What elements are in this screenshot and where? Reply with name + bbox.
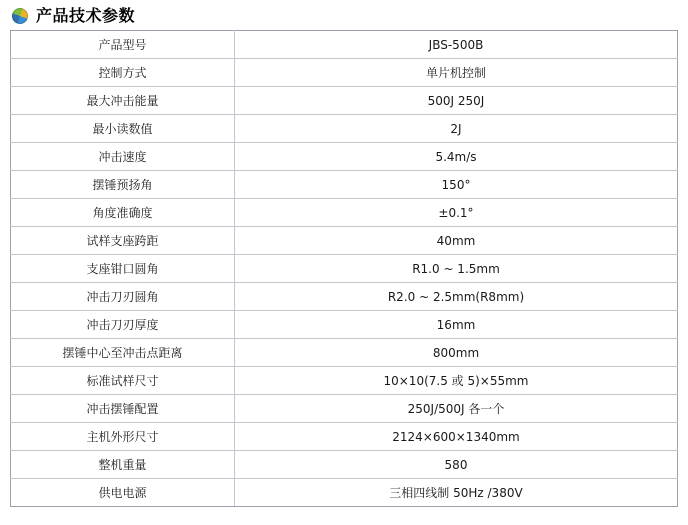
page-title: 产品技术参数 [36,6,136,25]
spec-value: 2J [235,115,678,143]
spec-value: 250J/500J 各一个 [235,395,678,423]
spec-label: 试样支座跨距 [11,227,235,255]
table-row [11,479,678,507]
table-row [11,199,678,227]
spec-label: 控制方式 [11,59,235,87]
spec-label: 整机重量 [11,451,235,479]
table-row [11,143,678,171]
table-row [11,339,678,367]
spec-value: 580 [235,451,678,479]
spec-label: 产品型号 [11,31,235,59]
spec-value: 5.4m/s [235,143,678,171]
table-row [11,171,678,199]
spec-label: 最大冲击能量 [11,87,235,115]
table-row [11,115,678,143]
table-row [11,283,678,311]
table-row [11,395,678,423]
page-title-row [0,0,688,30]
spec-label: 摆锤中心至冲击点距离 [11,339,235,367]
table-row [11,227,678,255]
spec-value: 10×10(7.5 或 5)×55mm [235,367,678,395]
spec-label: 最小读数值 [11,115,235,143]
spec-label: 供电电源 [11,479,235,507]
spec-value: 三相四线制 50Hz /380V [235,479,678,507]
spec-value: 2124×600×1340mm [235,423,678,451]
spec-table-body [11,31,678,507]
spec-value: 40mm [235,227,678,255]
spec-label: 冲击速度 [11,143,235,171]
spec-table [10,30,678,507]
spec-value: R2.0 ~ 2.5mm(R8mm) [235,283,678,311]
table-row [11,87,678,115]
spec-label: 摆锤预扬角 [11,171,235,199]
spec-value: 150° [235,171,678,199]
spec-label: 冲击摆锤配置 [11,395,235,423]
spec-value: 单片机控制 [235,59,678,87]
table-row [11,311,678,339]
spec-value: 16mm [235,311,678,339]
spec-label: 冲击刀刃圆角 [11,283,235,311]
spec-label: 支座钳口圆角 [11,255,235,283]
spec-value: 500J 250J [235,87,678,115]
table-row [11,31,678,59]
color-wheel-icon [12,8,28,24]
spec-table-wrapper [0,30,688,507]
table-row [11,451,678,479]
table-row [11,255,678,283]
table-row [11,59,678,87]
spec-label: 主机外形尺寸 [11,423,235,451]
spec-value: JBS-500B [235,31,678,59]
spec-value: R1.0 ~ 1.5mm [235,255,678,283]
spec-label: 冲击刀刃厚度 [11,311,235,339]
spec-label: 角度准确度 [11,199,235,227]
table-row [11,367,678,395]
spec-value: ±0.1° [235,199,678,227]
spec-label: 标准试样尺寸 [11,367,235,395]
table-row [11,423,678,451]
spec-value: 800mm [235,339,678,367]
